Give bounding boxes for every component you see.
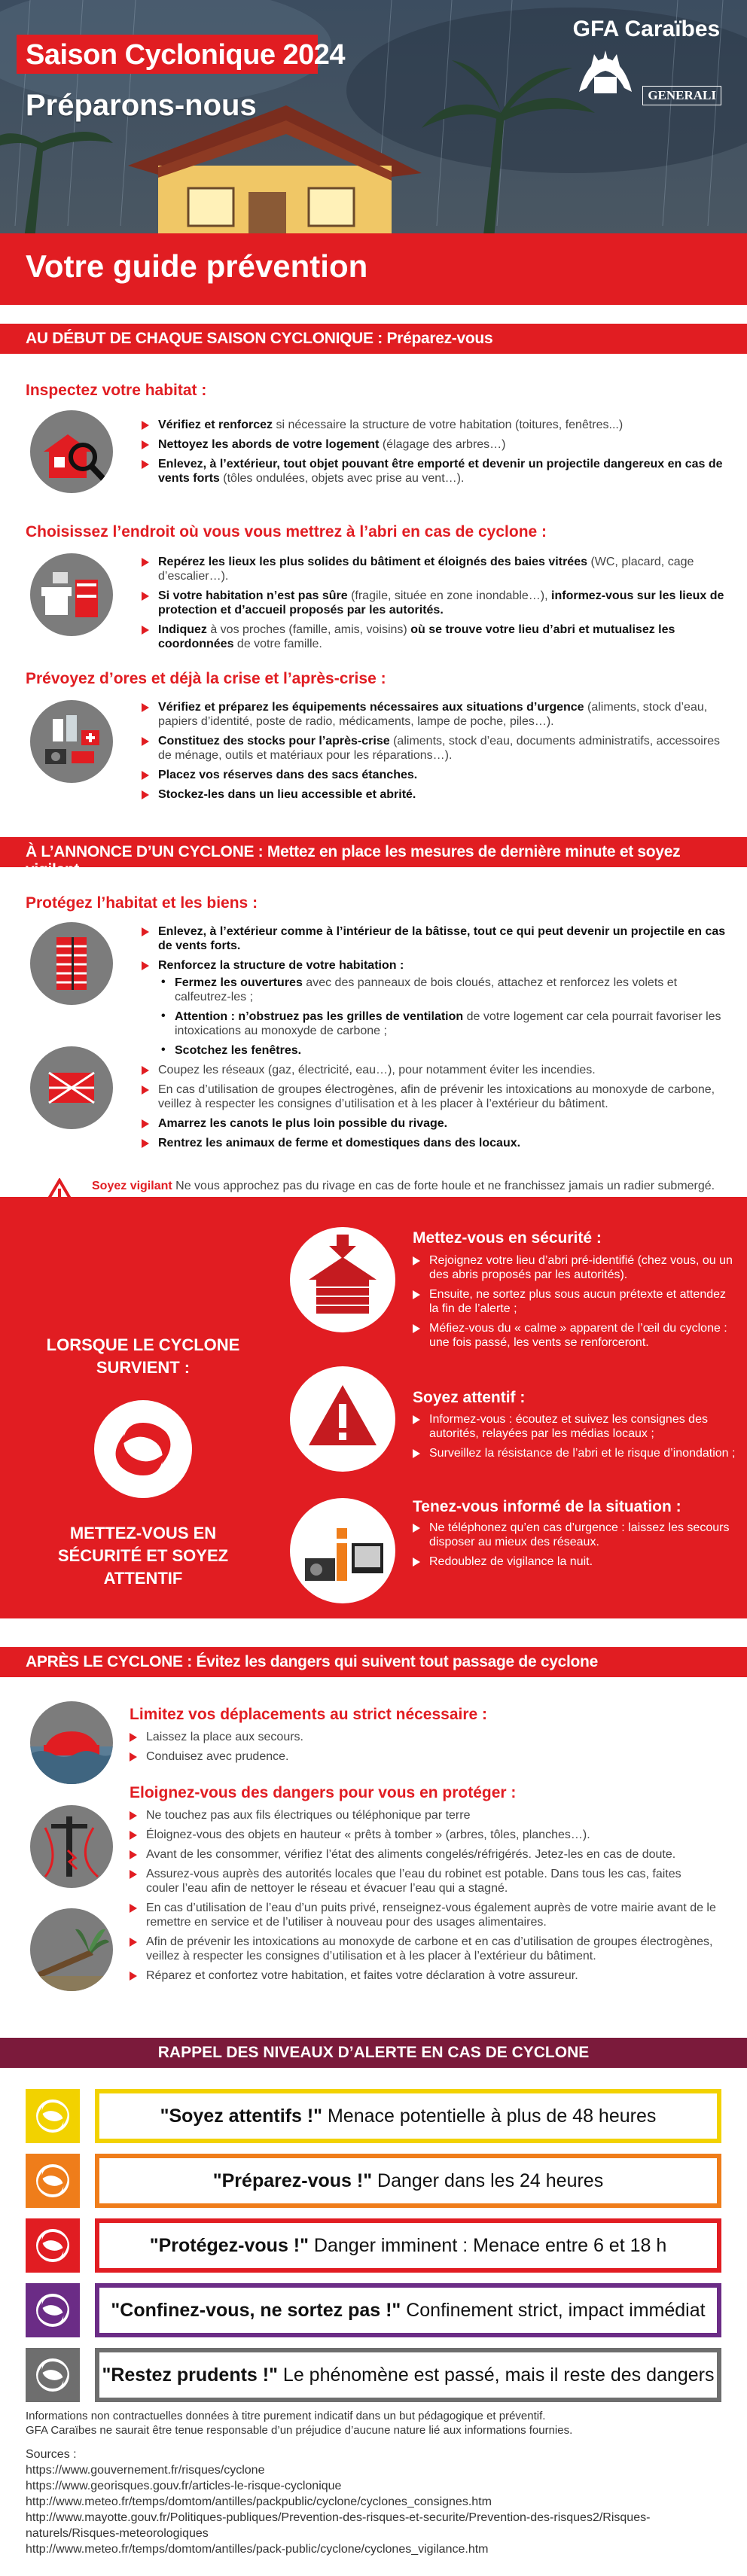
cyclone-occurs-label: LORSQUE LE CYCLONE SURVIENT : (46, 1335, 240, 1377)
disclaimer-line-2: GFA Caraïbes ne saurait être tenue responsable d’un préjudice d’aucune nature lié aux informations fournies. (26, 2424, 573, 2437)
list-item: Nettoyez les abords de votre logement (élagage des arbres…) (142, 437, 729, 452)
alert-level-quote: "Préparez-vous !" (212, 2170, 373, 2191)
list-item: Laissez la place aux secours. (130, 1730, 717, 1744)
list-item: Vérifiez et renforcez si nécessaire la structure de votre habitation (toitures, fenêtres...) (142, 418, 729, 432)
protect-list (142, 924, 729, 1156)
list-item: Ne touchez pas aux fils électriques ou téléphonique par terre (130, 1808, 717, 1822)
list-item: Rentrez les animaux de ferme et domestiques dans des locaux. (142, 1136, 729, 1150)
list-item: Enlevez, à l’extérieur, tout objet pouvant être emporté et devenir un projectile dangereux en cas de vents forts (tôles ondulées, objets avec prise au vent…). (142, 457, 729, 486)
power-lines-icon (30, 1805, 113, 1888)
list-item: Coupez les réseaux (gaz, électricité, eau…), pour notamment éviter les incendies. (142, 1063, 729, 1077)
cyclone-alert-icon (26, 2348, 80, 2402)
list-item: Méfiez-vous du « calme » apparent de l’œil du cyclone : une fois passé, les vents se renforceront. (413, 1321, 736, 1350)
disclaimer (26, 2409, 726, 2437)
alert-level-row (26, 2154, 721, 2208)
list-item: Informez-vous : écoutez et suivez les consignes des autorités, relayées par les médias locaux ; (413, 1412, 736, 1441)
limit-list (130, 1730, 717, 1769)
col-title-attentive: Soyez attentif : (413, 1389, 526, 1406)
list-item: Assurez-vous auprès des autorités locales que l’eau du robinet est potable. Dans tous les cas, faites couler l’eau afin de nettoyer le réseau et évacuer l’eau qui a stagné. (130, 1867, 717, 1895)
emergency-kit-icon (30, 700, 113, 783)
stay-safe-label: METTEZ-VOUS EN SÉCURITÉ ET SOYEZ ATTENTIF (57, 1524, 229, 1588)
list-item: Réparez et confortez votre habitation, et faites votre déclaration à votre assureur. (130, 1969, 717, 1983)
col-title-informed: Tenez-vous informé de la situation : (413, 1498, 681, 1515)
page-title: Saison Cyclonique 2024 (26, 39, 346, 71)
page-subtitle: Préparons-nous (26, 89, 257, 122)
attentive-list (413, 1412, 736, 1466)
cyclone-alert-icon (26, 2218, 80, 2273)
list-item: Placez vos réserves dans des sacs étanches. (142, 768, 729, 782)
alert-level-quote: "Confinez-vous, ne sortez pas !" (111, 2299, 401, 2321)
house-shelter-icon (290, 1227, 395, 1332)
fallen-tree-icon (30, 1908, 113, 1991)
alert-level-row (26, 2348, 721, 2402)
alert-level-row (26, 2283, 721, 2337)
list-item: En cas d’utilisation de groupes électrogènes, afin de prévenir les intoxications au monoxyde de carbone, veillez à respecter les consignes d’utilisation et à les placer à l’extérieur du bâtiment. (142, 1082, 729, 1111)
source-link[interactable]: http://www.meteo.fr/temps/domtom/antilles/pack-public/cyclone/cyclones_vigilance.htm (26, 2543, 489, 2556)
list-item: Indiquez à vos proches (famille, amis, voisins) où se trouve votre lieu d’abri et mutualisez les coordonnées de votre famille. (142, 623, 729, 651)
source-link[interactable]: https://www.gouvernement.fr/risques/cyclone (26, 2464, 265, 2477)
brand-name: GFA Caraïbes (572, 17, 721, 41)
list-item: Redoublez de vigilance la nuit. (413, 1554, 736, 1569)
safety-list (413, 1253, 736, 1355)
col-title-safety: Mettez-vous en sécurité : (413, 1229, 602, 1247)
list-item: Vérifiez et préparez les équipements nécessaires aux situations d’urgence (aliments, stock d’eau, papiers d’identité, poste de radio, médicaments, lampe de poche, piles…). (142, 700, 729, 729)
source-link[interactable]: http://www.meteo.fr/temps/domtom/antilles/packpublic/cyclone/cyclones_consignes.htm (26, 2495, 492, 2508)
alert-level-box (95, 2089, 721, 2143)
brand-sub: GENERALI (642, 86, 721, 105)
attention-icon (290, 1366, 395, 1472)
list-item: Amarrez les canots le plus loin possible du rivage. (142, 1116, 729, 1131)
radio-info-icon (290, 1498, 395, 1603)
cyclone-alert-icon (26, 2154, 80, 2208)
alert-level-text: Menace potentielle à plus de 48 heures (322, 2105, 657, 2127)
section-header-start: AU DÉBUT DE CHAQUE SAISON CYCLONIQUE : Préparez-vous (0, 324, 747, 354)
list-item: Enlevez, à l’extérieur comme à l’intérieur de la bâtisse, tout ce qui peut devenir un projectile en cas de vents forts. (142, 924, 729, 953)
list-item: Si votre habitation n’est pas sûre (fragile, située en zone inondable…), informez-vous sur les lieux de protection et d’accueil proposés par les autorités. (142, 589, 729, 617)
boarded-window-icon (30, 1046, 113, 1129)
alert-level-text: Danger dans les 24 heures (372, 2170, 604, 2191)
alert-level-row (26, 2089, 721, 2143)
brand-block (572, 17, 721, 105)
list-item: Repérez les lieux les plus solides du bâtiment et éloignés des baies vitrées (WC, placard, cage d’escalier…). (142, 555, 729, 583)
sources-label: Sources : (26, 2448, 77, 2461)
bathroom-shelter-icon (30, 553, 113, 636)
list-item: Surveillez la résistance de l’abri et le risque d’inondation ; (413, 1446, 736, 1460)
block-title-protect: Protégez l’habitat et les biens : (26, 894, 258, 912)
cyclone-alert-icon (26, 2283, 80, 2337)
shutter-window-icon (30, 922, 113, 1005)
list-item: Afin de prévenir les intoxications au monoxyde de carbone et en cas d’utilisation de groupes électrogènes, veillez à respecter les consignes d’utilisation et à les placer à l’extérieur du bâtiment. (130, 1935, 717, 1963)
inspect-list (142, 418, 729, 491)
informed-list (413, 1521, 736, 1574)
alert-level-quote: "Restez prudents !" (102, 2364, 278, 2386)
block-title-danger: Eloignez-vous des dangers pour vous en protéger : (130, 1784, 517, 1801)
cyclone-symbol-icon (94, 1400, 192, 1498)
list-item: Conduisez avec prudence. (130, 1749, 717, 1764)
list-item: Avant de les consommer, vérifiez l’état des aliments congelés/réfrigérés. Jetez-les en cas de doute. (130, 1847, 717, 1862)
alert-level-quote: "Soyez attentifs !" (160, 2105, 323, 2127)
list-item: Renforcez la structure de votre habitation : • Fermez les ouvertures avec des panneaux de bois cloués, attachez et renforcez les volets et calfeutrez-les ; • Attention : n’obstruez pas les grilles de ventilation de votre logement car cela pourrait favoriser les intoxications au monoxyde de carbone ; • Scotchez les fenêtres. (142, 958, 729, 1058)
flooded-car-icon (30, 1701, 113, 1784)
alert-level-box (95, 2348, 721, 2402)
list-item: Rejoignez votre lieu d’abri pré-identifié (chez vous, ou un des abris proposés par les autorités). (413, 1253, 736, 1282)
cyclone-alert-icon (26, 2089, 80, 2143)
source-link[interactable]: https://www.georisques.gouv.fr/articles-le-risque-cyclonique (26, 2480, 342, 2492)
list-item: En cas d’utilisation de l’eau d’un puits privé, renseignez-vous également auprès de votre mairie avant de le remettre en service et de l’utiliser à nouveau pour des usages alimentaires. (130, 1901, 717, 1929)
house-magnifier-icon (30, 410, 113, 493)
sub-list-item: • Attention : n’obstruez pas les grilles de ventilation de votre logement car cela pourrait favoriser les intoxications au monoxyde de carbone ; (158, 1009, 729, 1038)
section-header-announce: À L’ANNONCE D’UN CYCLONE : Mettez en place les mesures de dernière minute et soyez vigilant (0, 837, 747, 867)
list-item: Stockez-les dans un lieu accessible et abrité. (142, 787, 729, 802)
guide-title: Votre guide prévention (26, 248, 368, 284)
lion-logo-icon (572, 47, 639, 99)
alert-level-box (95, 2218, 721, 2273)
alert-level-text: Danger imminent : Menace entre 6 et 18 h (308, 2234, 667, 2256)
crisis-list (142, 700, 729, 807)
block-title-crisis: Prévoyez d’ores et déjà la crise et l’après-crise : (26, 670, 386, 687)
list-item: Constituez des stocks pour l’après-crise (aliments, stock d’eau, documents administratifs, accessoires de ménage, outils et matériaux pour les réparations…). (142, 734, 729, 763)
alert-level-text: Confinement strict, impact immédiat (401, 2299, 706, 2321)
alert-level-row (26, 2218, 721, 2273)
list-item: Ensuite, ne sortez plus sous aucun prétexte et attendez la fin de l’alerte ; (413, 1287, 736, 1316)
source-link[interactable]: http://www.mayotte.gouv.fr/Politiques-publiques/Prevention-des-risques-et-securite/Prevention-des-risques2/Risques-naturels/Risques-meteorologiques (26, 2511, 651, 2540)
list-item: Éloignez-vous des objets en hauteur « prêts à tomber » (arbres, tôles, planches…). (130, 1828, 717, 1842)
block-title-shelter: Choisissez l’endroit où vous vous mettrez à l’abri en cas de cyclone : (26, 523, 547, 540)
vigilant-note: Soyez vigilant Ne vous approchez pas du rivage en cas de forte houle et ne franchissez jamais un radier submergé. (92, 1180, 715, 1192)
sources (26, 2447, 726, 2557)
hero-banner (0, 0, 747, 305)
alert-level-quote: "Protégez-vous !" (149, 2234, 309, 2256)
danger-list (130, 1808, 717, 1988)
block-title-inspect: Inspectez votre habitat : (26, 382, 207, 399)
sub-list-item: • Fermez les ouvertures avec des panneaux de bois cloués, attachez et renforcez les volets et calfeutrez-les ; (158, 976, 729, 1004)
alert-levels-title: RAPPEL DES NIVEAUX D’ALERTE EN CAS DE CYCLONE (0, 2038, 747, 2068)
sub-list-item: • Scotchez les fenêtres. (158, 1043, 729, 1058)
block-title-limit: Limitez vos déplacements au strict nécessaire : (130, 1706, 488, 1723)
section-header-after: APRÈS LE CYCLONE : Évitez les dangers qui suivent tout passage de cyclone (0, 1647, 747, 1677)
shelter-list (142, 555, 729, 656)
alert-level-box (95, 2154, 721, 2208)
disclaimer-line-1: Informations non contractuelles données à titre purement indicatif dans un but pédagogique et préventif. (26, 2410, 546, 2422)
alert-level-text: Le phénomène est passé, mais il reste des dangers (277, 2364, 715, 2386)
list-item: Ne téléphonez qu’en cas d’urgence : laissez les secours disposer au mieux des réseaux. (413, 1521, 736, 1549)
alert-level-box (95, 2283, 721, 2337)
